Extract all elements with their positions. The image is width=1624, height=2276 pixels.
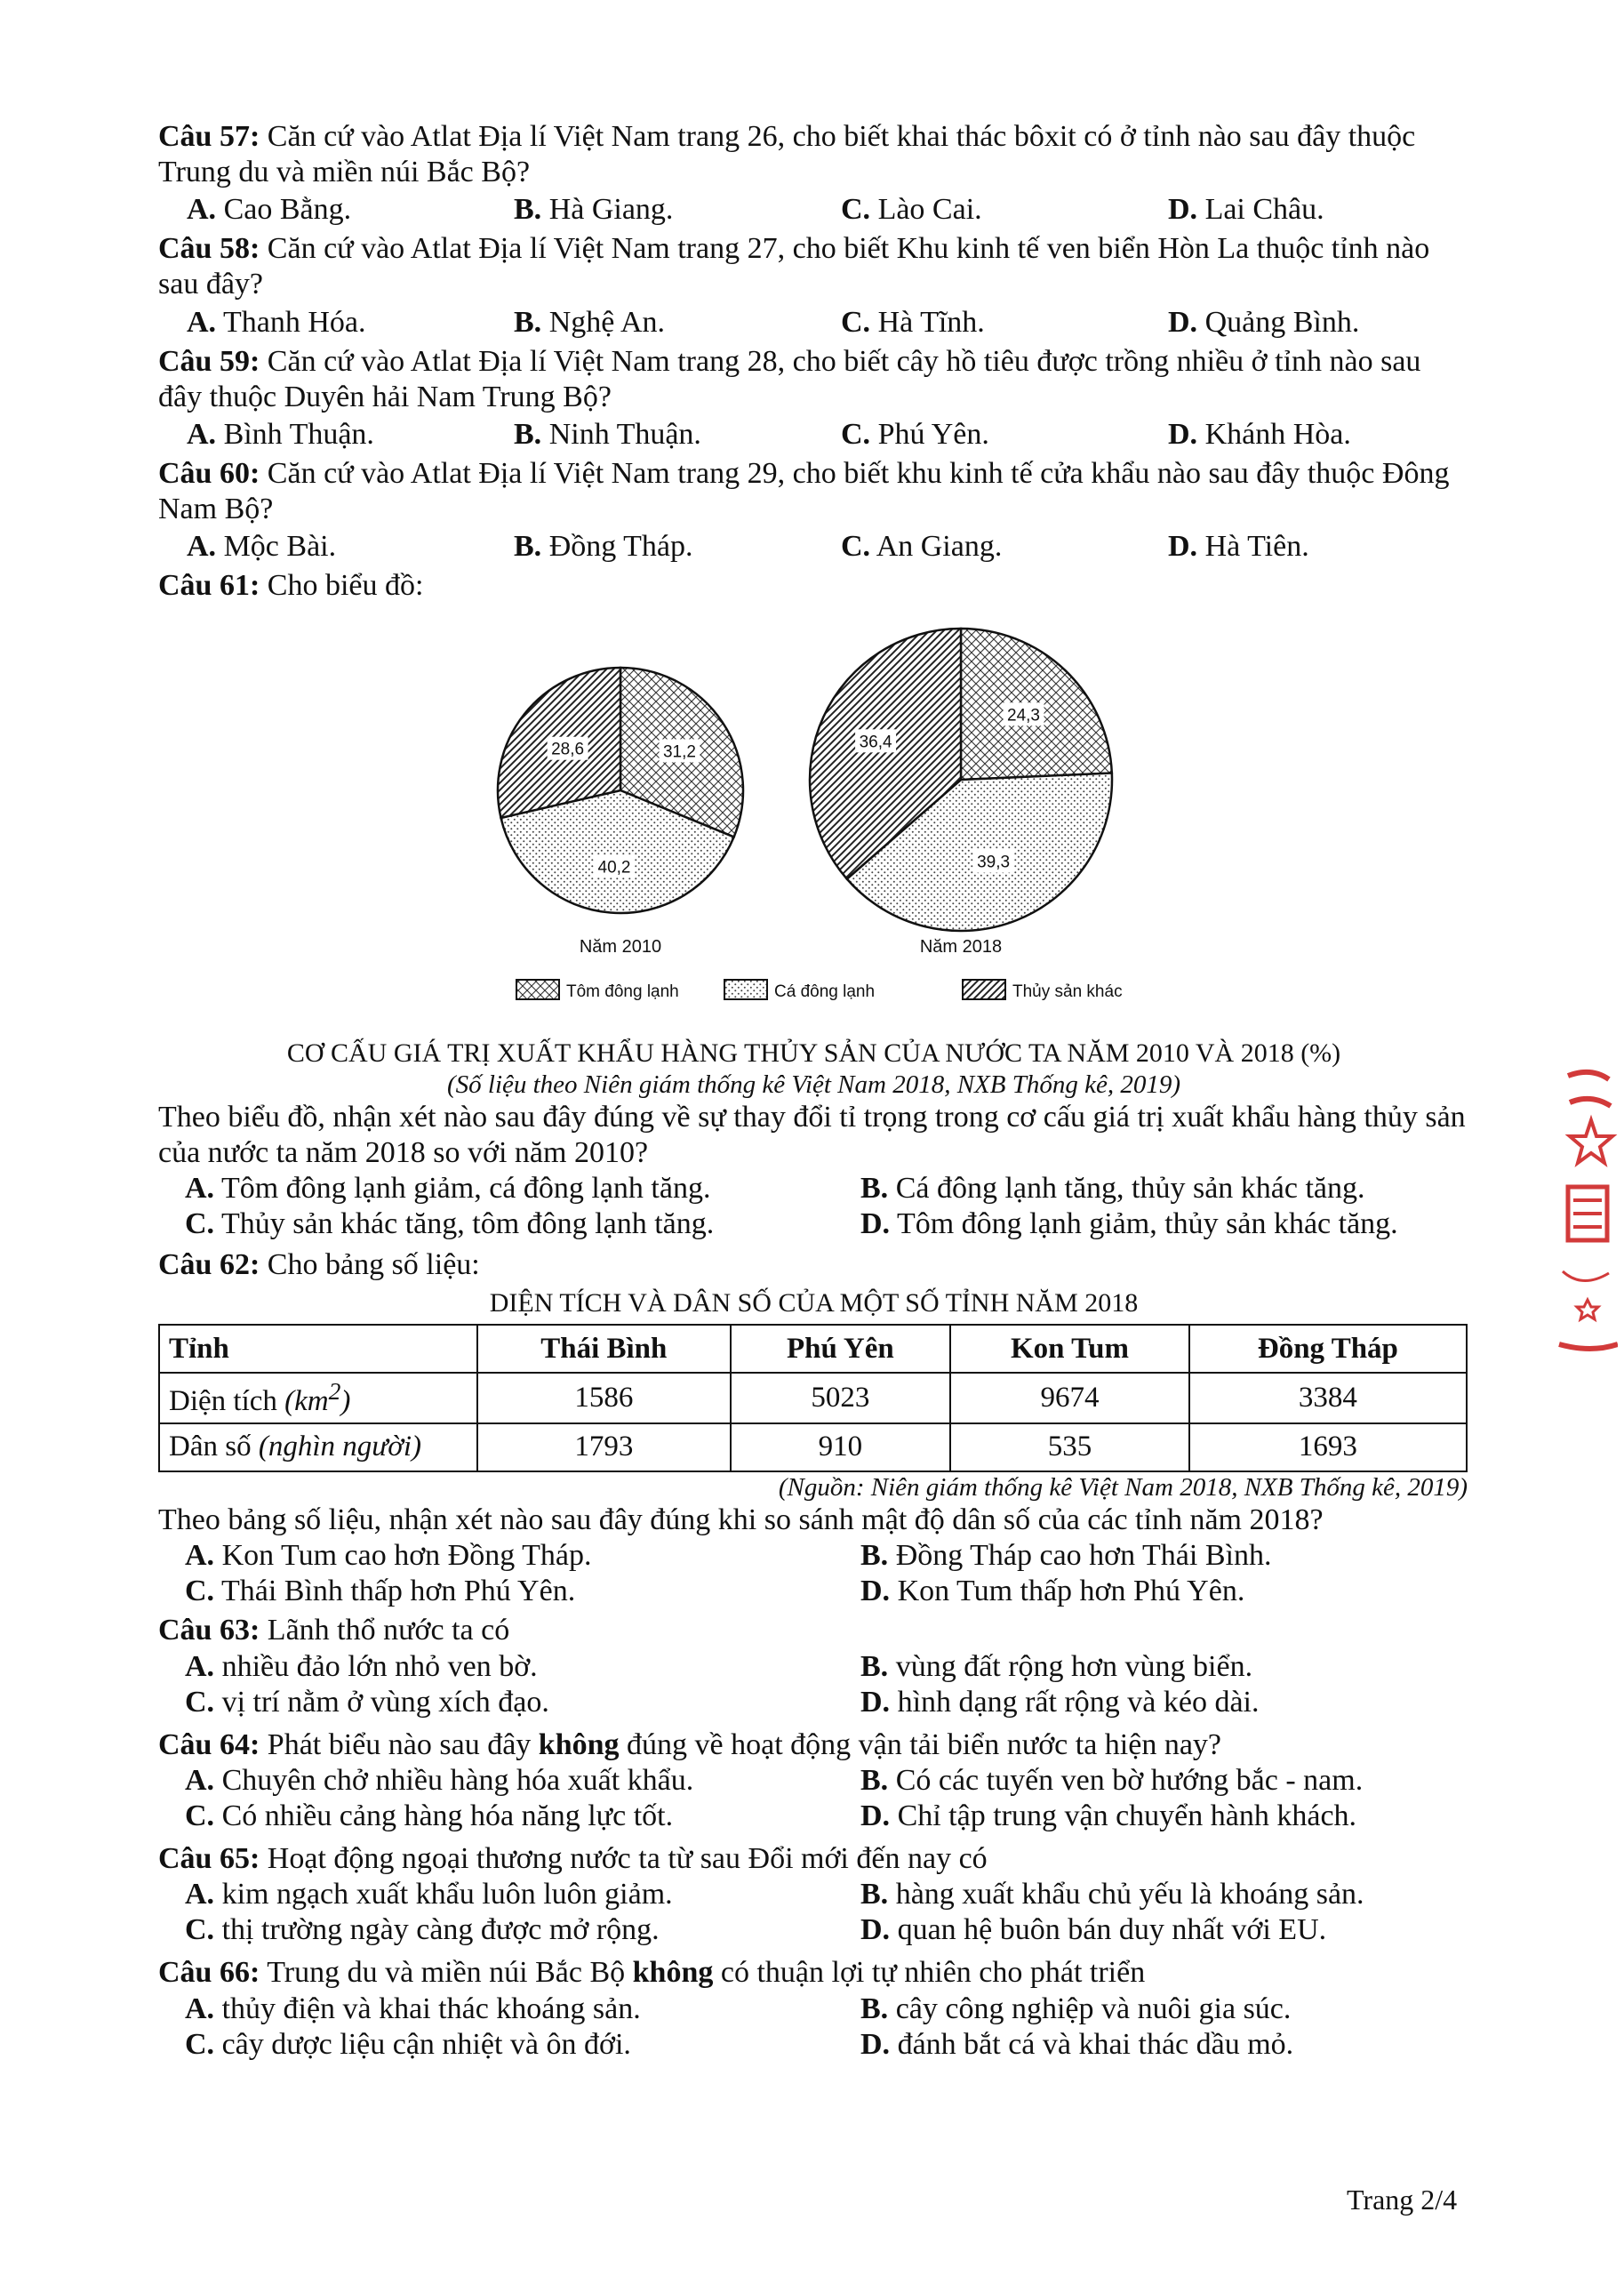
options — [158, 1763, 1469, 1834]
question-63 — [158, 1613, 1469, 1719]
question-text: Căn cứ vào Atlat Địa lí Việt Nam trang 26, cho biết khai thác bôxit có ở tỉnh nào sau đây thuộc Trung du và miền núi Bắc Bộ? — [158, 120, 1416, 189]
option-c[interactable]: C. vị trí nằm ở vùng xích đạo. — [185, 1685, 549, 1719]
table-cell: 3384 — [1189, 1373, 1467, 1423]
question-text-end: có thuận lợi tự nhiên cho phát triển — [713, 1956, 1146, 1990]
table-header: Kon Tum — [950, 1325, 1189, 1373]
pies-group — [498, 629, 1112, 957]
question-61 — [158, 568, 1469, 1242]
table-title: DIỆN TÍCH VÀ DÂN SỐ CỦA MỘT SỐ TỈNH NĂM 2018 — [489, 1287, 1139, 1318]
options — [158, 1877, 1469, 1948]
option-a[interactable]: A. Thanh Hóa. — [187, 305, 366, 339]
question-62 — [158, 1247, 1469, 1609]
pie-chart-svg — [158, 613, 1469, 1030]
option-b[interactable]: B. Có các tuyến ven bờ hướng bắc - nam. — [860, 1763, 1364, 1797]
question-label: Câu 59: — [158, 344, 260, 378]
data-label: 28,6 — [551, 741, 585, 760]
question-label: Câu 62: — [158, 1248, 260, 1282]
options — [158, 1992, 1469, 2063]
option-d[interactable]: D. Chỉ tập trung vận chuyển hành khách. — [860, 1799, 1357, 1832]
table-cell: 9674 — [950, 1373, 1189, 1423]
option-d[interactable]: D. Hà Tiên. — [1168, 530, 1309, 564]
option-b[interactable]: B. vùng đất rộng hơn vùng biển. — [860, 1649, 1253, 1683]
table-cell: 1693 — [1189, 1423, 1467, 1471]
table-source: (Nguồn: Niên giám thống kê Việt Nam 2018, NXB Thống kê, 2019) — [778, 1472, 1468, 1502]
data-label: 39,3 — [977, 853, 1011, 872]
table-cell: 5023 — [731, 1373, 950, 1423]
question-prompt: Theo bảng số liệu, nhận xét nào sau đây đúng khi so sánh mật độ dân số của các tỉnh năm 2018? — [158, 1503, 1324, 1537]
stamp-seal-icon — [1556, 1067, 1618, 1360]
question-label: Câu 61: — [158, 569, 260, 603]
question-text: Hoạt động ngoại thương nước ta từ sau Đổi mới đến nay có — [267, 1842, 988, 1876]
exam-page — [158, 119, 1469, 2063]
question-label: Câu 66: — [158, 1956, 260, 1990]
legend-swatch — [963, 980, 1005, 999]
table-cell: 910 — [731, 1423, 950, 1471]
option-b[interactable]: B. Ninh Thuận. — [514, 417, 701, 451]
question-text: Cho biểu đồ: — [267, 569, 424, 603]
question-text: Cho bảng số liệu: — [267, 1248, 480, 1282]
table-row — [159, 1373, 1467, 1423]
question-text-end: đúng về hoạt động vận tải biển nước ta hiện nay? — [619, 1727, 1222, 1761]
option-c[interactable]: C. Thái Bình thấp hơn Phú Yên. — [185, 1575, 576, 1608]
option-d[interactable]: D. quan hệ buôn bán duy nhất với EU. — [860, 1913, 1327, 1947]
option-b[interactable]: B. Đồng Tháp cao hơn Thái Bình. — [860, 1539, 1272, 1573]
question-text: Căn cứ vào Atlat Địa lí Việt Nam trang 28, cho biết cây hồ tiêu được trồng nhiều ở tỉnh nào sau đây thuộc Duyên hải Nam Trung Bộ? — [158, 344, 1421, 413]
chart-caption: CƠ CẤU GIÁ TRỊ XUẤT KHẨU HÀNG THỦY SẢN CỦA NƯỚC TA NĂM 2010 VÀ 2018 (%) — [286, 1038, 1341, 1069]
option-a[interactable]: A. Chuyên chở nhiều hàng hóa xuất khẩu. — [185, 1763, 694, 1797]
question-label: Câu 63: — [158, 1614, 260, 1647]
option-d[interactable]: D. Quảng Bình. — [1168, 305, 1360, 339]
option-c[interactable]: C. thị trường ngày càng được mở rộng. — [185, 1913, 660, 1947]
data-label: 36,4 — [859, 733, 892, 752]
row-label: Diện tích $(km^2)$ — [159, 1373, 477, 1423]
data-table — [158, 1324, 1468, 1472]
options — [158, 192, 1469, 228]
question-text: Căn cứ vào Atlat Địa lí Việt Nam trang 27, cho biết Khu kinh tế ven biển Hòn La thuộc tỉnh nào sau đây? — [158, 232, 1430, 301]
question-text: Phát biểu nào sau đây — [267, 1727, 539, 1761]
question-label: Câu 64: — [158, 1727, 260, 1761]
options — [158, 305, 1469, 341]
emphasis-text: không — [632, 1956, 714, 1990]
option-d[interactable]: D. Lai Châu. — [1168, 193, 1324, 227]
option-c[interactable]: C. Thủy sản khác tăng, tôm đông lạnh tăng. — [185, 1207, 715, 1241]
legend-label: Tôm đông lạnh — [566, 982, 679, 1002]
option-d[interactable]: D. Kon Tum thấp hơn Phú Yên. — [860, 1575, 1245, 1608]
table-row — [159, 1423, 1467, 1471]
question-text: Trung du và miền núi Bắc Bộ — [267, 1956, 633, 1990]
question-label: Câu 60: — [158, 456, 260, 490]
options — [158, 1171, 1469, 1242]
table-header-row — [159, 1325, 1467, 1373]
legend-swatch — [724, 980, 767, 999]
question-prompt: Theo biểu đồ, nhận xét nào sau đây đúng về sự thay đổi tỉ trọng trong cơ cấu giá trị xuất khẩu hàng thủy sản của nước ta năm 2018 so với năm 2010? — [158, 1101, 1466, 1170]
options — [158, 529, 1469, 565]
option-a[interactable]: A. Tôm đông lạnh giảm, cá đông lạnh tăng. — [185, 1172, 711, 1206]
question-65 — [158, 1841, 1469, 1948]
option-a[interactable]: A. Kon Tum cao hơn Đồng Tháp. — [185, 1539, 592, 1573]
chart-legend — [516, 980, 1123, 1001]
option-a[interactable]: A. nhiều đảo lớn nhỏ ven bờ. — [185, 1649, 538, 1683]
options — [158, 1538, 1469, 1609]
table-cell: 535 — [950, 1423, 1189, 1471]
option-d[interactable]: D. Khánh Hòa. — [1168, 417, 1351, 451]
data-label: 40,2 — [597, 858, 631, 878]
question-66 — [158, 1955, 1469, 2062]
table-cell: 1793 — [477, 1423, 731, 1471]
legend-label: Thủy sản khác — [1012, 982, 1123, 1002]
emphasis-text: không — [538, 1727, 620, 1761]
option-c[interactable]: C. Lào Cai. — [841, 193, 982, 227]
table-header: Tỉnh — [159, 1325, 477, 1373]
option-c[interactable]: C. An Giang. — [841, 530, 1003, 564]
option-a[interactable]: A. kim ngạch xuất khẩu luôn luôn giảm. — [185, 1878, 673, 1911]
option-c[interactable]: C. Có nhiều cảng hàng hóa năng lực tốt. — [185, 1799, 674, 1832]
table-header: Phú Yên — [731, 1325, 950, 1373]
option-a[interactable]: A. thủy điện và khai thác khoáng sản. — [185, 1992, 641, 2025]
question-text: Căn cứ vào Atlat Địa lí Việt Nam trang 29, cho biết khu kinh tế cửa khẩu nào sau đây thuộc Đông Nam Bộ? — [158, 456, 1450, 526]
option-b[interactable]: B. hàng xuất khẩu chủ yếu là khoáng sản. — [860, 1878, 1364, 1911]
row-label: Dân số (nghìn người) — [159, 1423, 477, 1471]
option-b[interactable]: B. cây công nghiệp và nuôi gia súc. — [860, 1992, 1292, 2025]
question-label: Câu 58: — [158, 232, 260, 266]
options — [158, 1649, 1469, 1720]
question-64 — [158, 1727, 1469, 1834]
pie-title: Năm 2018 — [919, 937, 1003, 958]
option-d[interactable]: D. Tôm đông lạnh giảm, thủy sản khác tăng. — [860, 1207, 1398, 1241]
table-header: Đồng Tháp — [1189, 1325, 1467, 1373]
option-d[interactable]: D. hình dạng rất rộng và kéo dài. — [860, 1685, 1260, 1719]
page-number: Trang 2/4 — [1347, 2184, 1458, 2216]
option-c[interactable]: C. cây dược liệu cận nhiệt và ôn đới. — [185, 2027, 631, 2061]
pie-chart — [158, 613, 1469, 1030]
pie-title: Năm 2010 — [579, 937, 662, 958]
option-b[interactable]: B. Hà Giang. — [514, 193, 674, 227]
option-b[interactable]: B. Cá đông lạnh tăng, thủy sản khác tăng. — [860, 1172, 1365, 1206]
chart-source: (Số liệu theo Niên giám thống kê Việt Nam 2018, NXB Thống kê, 2019) — [446, 1070, 1181, 1099]
data-label: 31,2 — [662, 742, 696, 762]
legend-swatch — [516, 980, 559, 999]
option-a[interactable]: A. Mộc Bài. — [187, 530, 337, 564]
question-60 — [158, 456, 1469, 565]
table-cell: 1586 — [477, 1373, 731, 1423]
question-label: Câu 65: — [158, 1842, 260, 1876]
legend-label: Cá đông lạnh — [774, 982, 876, 1002]
question-58 — [158, 231, 1469, 340]
option-b[interactable]: B. Đồng Tháp. — [514, 530, 693, 564]
table-header: Thái Bình — [477, 1325, 731, 1373]
option-a[interactable]: A. Cao Bằng. — [187, 193, 352, 227]
option-c[interactable]: C. Hà Tĩnh. — [841, 305, 985, 339]
options — [158, 417, 1469, 453]
option-b[interactable]: B. Nghệ An. — [514, 305, 666, 339]
option-d[interactable]: D. đánh bắt cá và khai thác dầu mỏ. — [860, 2027, 1294, 2061]
data-label: 24,3 — [1007, 706, 1041, 725]
question-label: Câu 57: — [158, 120, 260, 153]
option-a[interactable]: A. Bình Thuận. — [187, 417, 374, 451]
question-57 — [158, 119, 1469, 228]
option-c[interactable]: C. Phú Yên. — [841, 417, 989, 451]
question-59 — [158, 344, 1469, 453]
question-text: Lãnh thổ nước ta có — [267, 1614, 510, 1647]
